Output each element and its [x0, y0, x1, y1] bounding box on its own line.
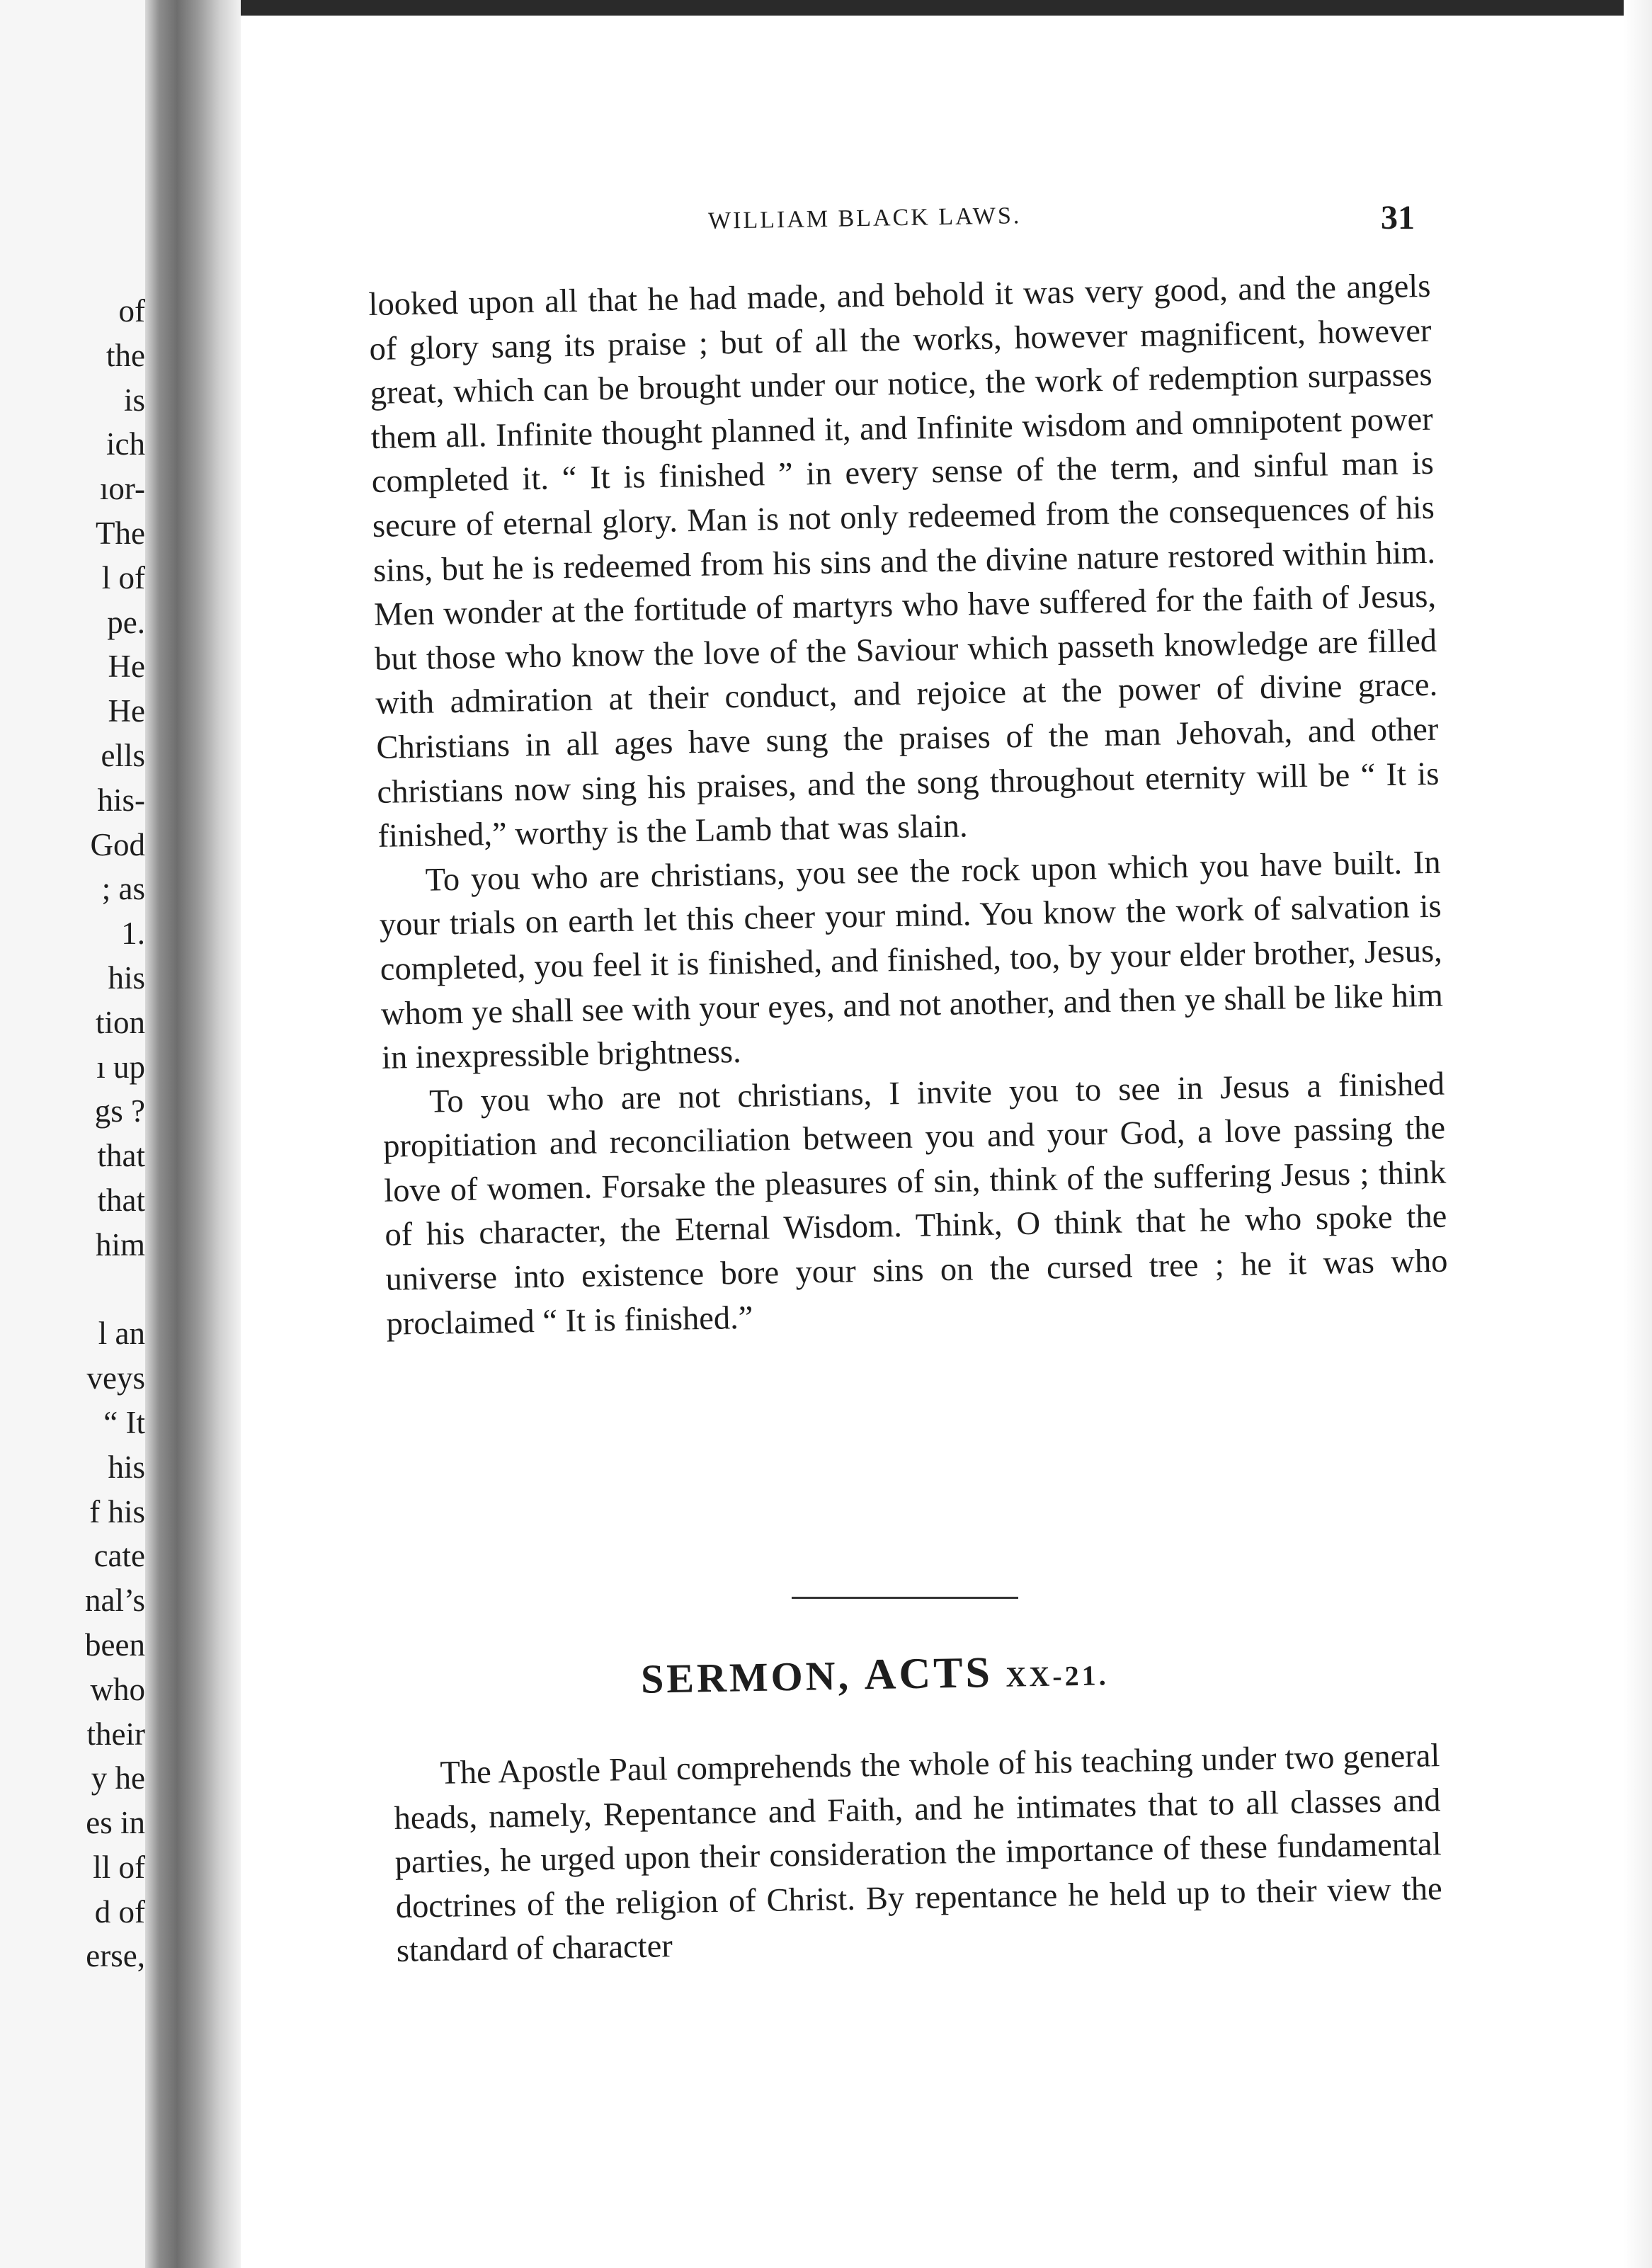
- fragment-line: 1.: [121, 916, 145, 952]
- facing-page-fragment: [0, 0, 145, 2268]
- book-gutter-shadow: [145, 0, 241, 2268]
- body-text-top: [368, 265, 1449, 1347]
- fragment-line: his: [108, 1449, 145, 1485]
- heading-word-acts: ACTS: [863, 1648, 993, 1699]
- heading-word-sermon: SERMON,: [640, 1652, 852, 1702]
- page-number: 31: [1381, 199, 1415, 237]
- fragment-line: l of: [101, 559, 145, 596]
- fragment-line: f his: [89, 1493, 145, 1529]
- facing-page-line-endings: [4, 289, 145, 1978]
- fragment-line: “ It: [103, 1404, 145, 1440]
- paragraph: The Apostle Paul comprehends the whole of his teaching under two general heads, namely, Repentance and Faith, and he intimates that to all classes and parties, he urged upon their consideration the importance of these fundamental doctrines of the religion of Christ. By repentance he held up to their view the standard of character: [394, 1738, 1443, 1970]
- fragment-line: is: [123, 382, 145, 418]
- fragment-line: He: [108, 649, 145, 685]
- fragment-line: y he: [91, 1760, 145, 1796]
- fragment-line: been: [85, 1626, 145, 1663]
- fragment-line: his-: [97, 782, 145, 818]
- fragment-line: ells: [101, 737, 145, 773]
- fragment-line: God: [90, 826, 145, 862]
- fragment-line: l an: [98, 1316, 145, 1352]
- fragment-line: ich: [106, 426, 145, 462]
- scan-top-edge: [0, 0, 1652, 16]
- fragment-line: nal’s: [85, 1583, 145, 1619]
- section-divider: [792, 1597, 1018, 1599]
- fragment-line: ıor-: [99, 471, 145, 507]
- fragment-line: ı up: [96, 1049, 145, 1085]
- fragment-line: of: [118, 293, 145, 329]
- paragraph: looked upon all that he had made, and behold it was very good, and the angels of glory sang its praise ; but of all the works, however magnificent, however great, which can be brought under our notice, the work of redemption surpasses them all. Infinite thought planned it, and Infinite wisdom and omnipotent power completed it. “ It is finished ” in every sense of the term, and sinful man is secure of eternal glory. Man is not only redeemed from the consequences of his sins, but he is redeemed from his sins and the divine nature restored within him. Men wonder at the fortitude of martyrs who have suffered for the faith of Jesus, but those who know the love of the Saviour which passeth knowledge are filled with admiration at their conduct, and rejoice at the power of divine grace. Christians in all ages have sung the praises of the man Jehovah, and other christians now sing his praises, and the song throughout eternity will be “ It is finished,” worthy is the Lamb that was slain.: [368, 268, 1440, 855]
- fragment-line: ; as: [101, 871, 145, 907]
- fragment-line: ll of: [93, 1849, 145, 1885]
- fragment-line: He: [108, 693, 145, 729]
- heading-reference: XX-21.: [1006, 1659, 1110, 1693]
- fragment-line: cate: [93, 1538, 145, 1574]
- fragment-line: d of: [94, 1893, 145, 1930]
- fragment-line: gs ?: [94, 1093, 145, 1129]
- paragraph: To you who are christians, you see the rock upon which you have built. In your trials on earth let this cheer your mind. You know the work of salvation is completed, you feel it is finished, and finished, too, by your elder brother, Jesus, whom ye shall see with your eyes, and not another, and then ye shall be like him in inexpressible brightness.: [379, 844, 1444, 1076]
- fragment-line: their: [86, 1716, 145, 1752]
- fragment-line: erse,: [86, 1938, 145, 1974]
- fragment-line: pe.: [107, 604, 145, 640]
- page-edge-shadow: [1624, 0, 1652, 2268]
- fragment-line: The: [96, 515, 145, 551]
- fragment-line: that: [97, 1182, 145, 1218]
- fragment-line: who: [90, 1671, 145, 1707]
- fragment-line: veys: [86, 1360, 145, 1396]
- fragment-line: the: [106, 337, 145, 373]
- sermon-heading: [640, 1646, 1109, 1704]
- paragraph: To you who are not christians, I invite you to see in Jesus a finished propitiation and reconciliation between you and your God, a love passing the love of women. Forsake the pleasures of sin, think of the suffering Jesus ; think of his character, the Eternal Wisdom. Think, O think that he who spoke the universe into existence bore your sins on the cursed tree ; he it was who proclaimed “ It is finished.”: [382, 1066, 1448, 1343]
- fragment-line: es in: [86, 1805, 145, 1841]
- fragment-line: his: [108, 959, 145, 996]
- fragment-line: that: [97, 1138, 145, 1174]
- body-text-bottom: [393, 1734, 1443, 1974]
- running-header: WILLIAM BLACK LAWS.: [707, 203, 1022, 234]
- fragment-line: [4, 1267, 145, 1312]
- fragment-line: him: [95, 1226, 145, 1263]
- fragment-line: tion: [95, 1004, 145, 1040]
